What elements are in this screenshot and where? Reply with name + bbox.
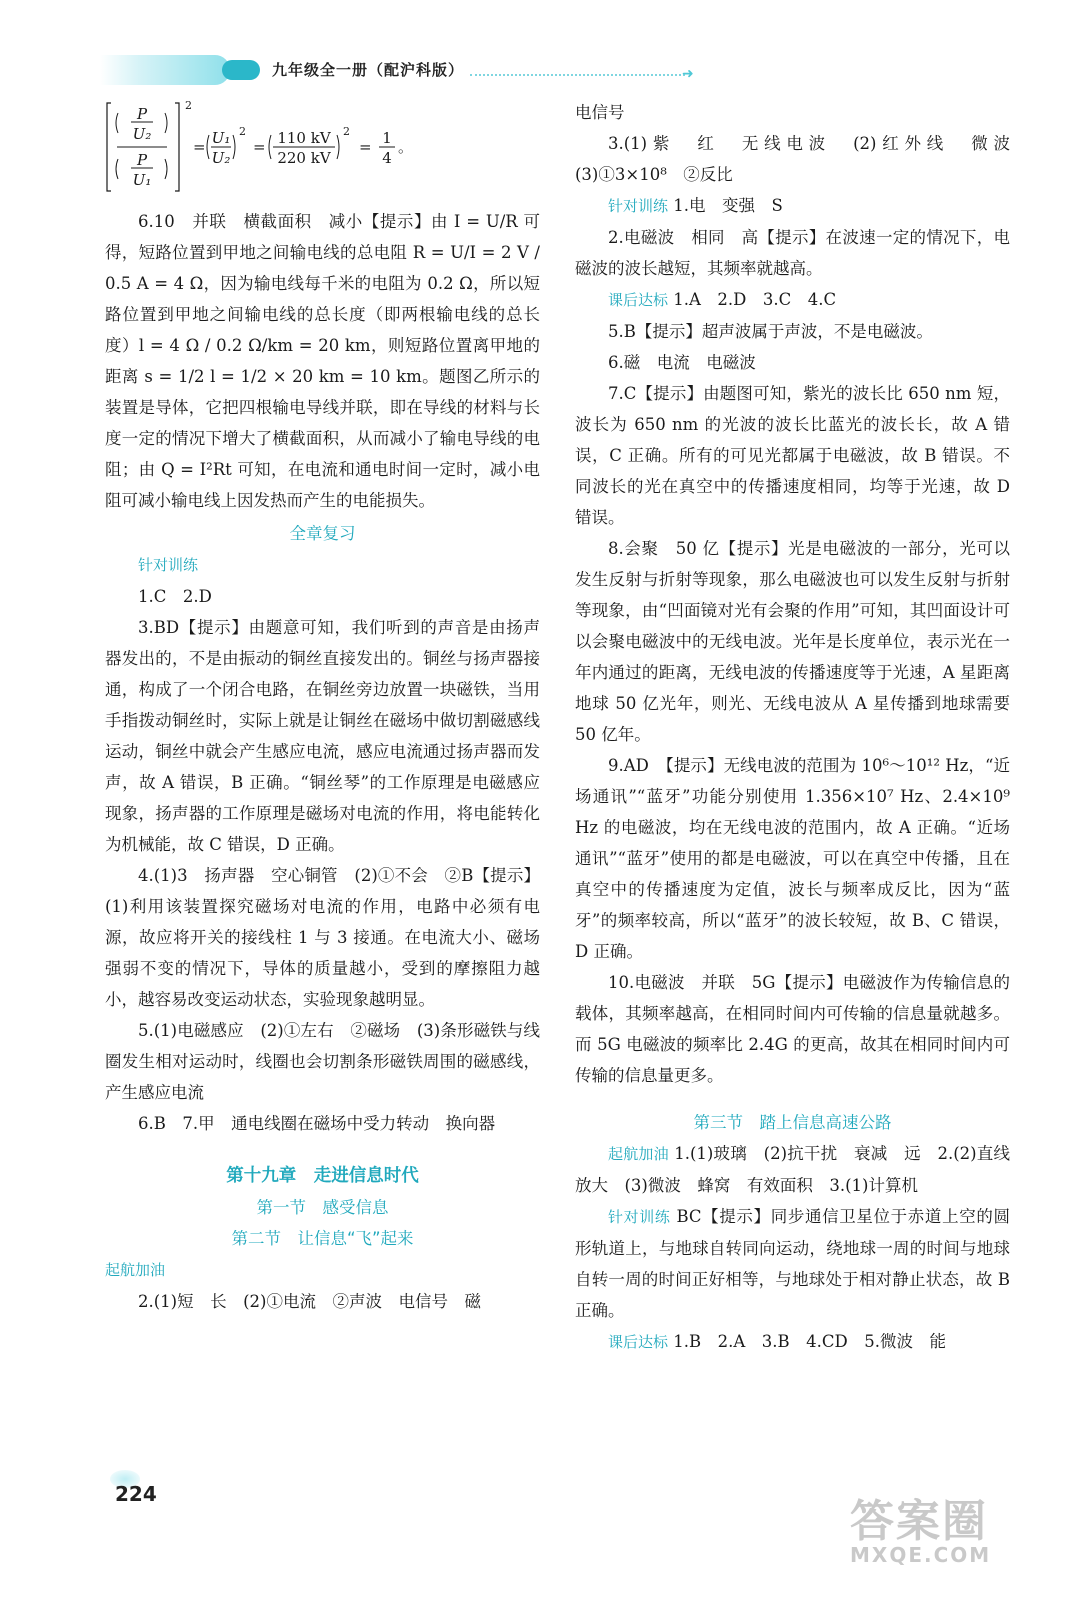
after-class-2-answers: 1.B 2.A 3.B 4.CD 5.微波 能: [668, 1332, 946, 1351]
after-class-7: 7.C【提示】由题图可知，紫光的波长比 650 nm 短，波长为 650 nm 的光波的波长比蓝光的波长长，故 A 错误，C 正确。所有的可见光都属于电磁波，故 B 错误。不同波长的光在真空中的传播速度相同，均等于光速，故 D 错误。: [575, 384, 1010, 527]
section-1-title: 第一节 感受信息: [256, 1198, 389, 1217]
answer-1-2: 1.C 2.D: [138, 587, 212, 606]
header-title: 九年级全一册（配沪科版）: [272, 61, 465, 79]
header-dotted-line: [470, 74, 685, 76]
formula-equals-1: =: [193, 138, 206, 156]
watermark-url: MXQE.COM: [850, 1543, 992, 1567]
formula-u1-num: U₁: [211, 129, 231, 147]
tag-targeted-practice: 针对训练: [138, 556, 199, 574]
formula-u2-den: U₂: [211, 149, 231, 167]
answer-5: 5.(1)电磁感应 (2)①左右 ②磁场 (3)条形磁铁与线圈发生相对运动时，线圈也会切割条形磁铁周围的磁感线，产生感应电流: [105, 1021, 540, 1102]
section-2-title: 第二节 让信息“飞”起来: [231, 1229, 414, 1248]
formula-110kv: 110 kV: [277, 129, 331, 147]
targeted-practice-3-answers: BC【提示】同步通信卫星位于赤道上空的圆形轨道上，与地球自转同向运动，绕地球一周的时间与地球自转一周的时间正好相等，与地球处于相对静止状态，故 B 正确。: [575, 1207, 1010, 1320]
tag-after-class: 课后达标: [608, 291, 669, 309]
formula-exp-1: 2: [185, 99, 192, 112]
tag-targeted-practice-2: 针对训练: [608, 197, 669, 215]
section-3-title: 第三节 踏上信息高速公路: [693, 1113, 892, 1132]
answer-6-10: 6.10 并联 横截面积 减小【提示】由 I = U/R 可得，短路位置到甲地之间输电线的总电阻 R = U/I = 2 V / 0.5 A = 4 Ω，因为输电线每千米的电阻为 0.2 Ω，所以短路位置到甲地之间输电线的总长度（即两根输电线的总长度）l = 4 Ω / 0.2 Ω/km = 20 km，则短路位置离甲地的距离 s = 1/2 l = 1/2 × 20 km = 10 km。题图乙所示的装置是导体，它把四根输电导线并联，即在导线的材料与长度一定的情况下增大了横截面积，从而减小了输电导线的电阻；由 Q = I²Rt 可知，在电流和通电时间一定时，减小电阻可减小输电线上因发热而产生的电能损失。: [105, 212, 540, 510]
tag-after-class-2: 课后达标: [608, 1333, 669, 1351]
right-column: [575, 97, 1027, 1358]
power-ratio-formula: [105, 95, 540, 200]
formula-result-den: 4: [382, 149, 392, 167]
formula-result-num: 1: [382, 129, 392, 147]
tag-targeted-practice-3: 针对训练: [608, 1208, 671, 1226]
answer-3: 3.BD【提示】由题意可知，我们听到的声音是由扬声器发出的，不是由振动的铜丝直接发出的。铜丝与扬声器接通，构成了一个闭合电路，在铜丝旁边放置一块磁铁，当用手指拨动铜丝时，实际上就是让铜丝在磁场中做切割磁感线运动，铜丝中就会产生感应电流，感应电流通过扬声器而发声，故 A 错误，B 正确。“铜丝琴”的工作原理是电磁感应现象，扬声器的工作原理是磁场对电流的作用，将电能转化为机械能，故 C 错误，D 正确。: [105, 618, 540, 854]
targeted-practice-2: 2.电磁波 相同 高【提示】在波速一定的情况下，电磁波的波长越短，其频率就越高。: [575, 228, 1010, 278]
formula-equals-2: =: [253, 138, 266, 156]
page-header: [0, 0, 1075, 110]
page-number: 224: [115, 1482, 157, 1506]
watermark-text: 答案圈: [850, 1496, 988, 1547]
chapter-title: 第十九章 走进信息时代: [226, 1166, 419, 1186]
formula-220kv: 220 kV: [277, 149, 331, 167]
answer-2-section-2: 2.(1)短 长 (2)①电流 ②声波 电信号 磁: [138, 1292, 481, 1311]
after-class-9: 9.AD 【提示】无线电波的范围为 10⁶～10¹² Hz，“近场通讯”“蓝牙”功能分别使用 1.356×10⁷ Hz、2.4×10⁹ Hz 的电磁波，均在无线电波的范围内，故 A 正确。“近场通讯”“蓝牙”使用的都是电磁波，可以在真空中传播，且在真空中的传播速度为定值，波长与频率成反比，因为“蓝牙”的频率较高，所以“蓝牙”的波长较短，故 B、C 错误，D 正确。: [575, 756, 1010, 961]
after-class-10: 10.电磁波 并联 5G【提示】电磁波作为传输信息的载体，其频率越高，在相同时间内可传输的信息量就越多。而 5G 电磁波的频率比 2.4G 的更高，故其在相同时间内可传输的信息量更多。: [575, 973, 1010, 1085]
section-chapter-review: 全章复习: [289, 524, 356, 543]
tag-warm-up-2: 起航加油: [608, 1145, 669, 1163]
after-class-8: 8.会聚 50 亿【提示】光是电磁波的一部分，光可以发生反射与折射等现象，那么电磁波也可以发生反射与折射等现象，由“凹面镜对光有会聚的作用”可知，其凹面设计可以会聚电磁波中的无线电波。光年是长度单位，表示光在一年内通过的距离，无线电波的传播速度等于光速，A 星距离地球 50 亿光年，则光、无线电波从 A 星传播到地球需要 50 亿年。: [575, 539, 1010, 744]
left-column: [105, 95, 540, 1317]
formula-period: 。: [398, 138, 414, 156]
after-class-answers: 1.A 2.D 3.C 4.C: [668, 290, 837, 309]
arrow-icon: ➜: [682, 66, 694, 82]
formula-u2: U₂: [132, 125, 152, 143]
targeted-practice-answers: 1.电 变强 S: [668, 196, 783, 215]
answer-6-7: 6.B 7.甲 通电线圈在磁场中受力转动 换向器: [138, 1114, 496, 1133]
formula-p-bottom: P: [136, 151, 148, 169]
formula-equals-3: =: [359, 138, 372, 156]
watermark-logo: [850, 1485, 1050, 1585]
after-class-5: 5.B【提示】超声波属于声波，不是电磁波。: [608, 322, 933, 341]
answer-4: 4.(1)3 扬声器 空心铜管 (2)①不会 ②B【提示】(1)利用该装置探究磁场对电流的作用，电路中必须有电源，故应将开关的接线柱 1 与 3 接通。在电流大小、磁场强弱不变的情况下，导体的质量越小，受到的摩擦阻力越小，越容易改变运动状态，实验现象越明显。: [105, 866, 540, 1009]
header-badge: [222, 60, 260, 80]
formula-u1: U₁: [132, 171, 152, 189]
tag-warm-up: 起航加油: [105, 1261, 166, 1279]
warm-up-answers: 1.(1)玻璃 (2)抗干扰 衰减 远 2.(2)直线 放大 (3)微波 蜂窝 有效面积 3.(1)计算机: [575, 1144, 1027, 1195]
formula-exp-3: 2: [343, 125, 350, 138]
after-class-6: 6.磁 电流 电磁波: [608, 353, 756, 372]
formula-exp-2: 2: [239, 125, 246, 138]
answer-3-section-2: 3.(1)紫 红 无线电波 (2)红外线 微波 (3)①3×10⁸ ②反比: [575, 134, 1027, 184]
formula-p-top: P: [136, 105, 148, 123]
header-decoration: [100, 55, 230, 85]
answer-continued: 电信号: [575, 103, 625, 122]
